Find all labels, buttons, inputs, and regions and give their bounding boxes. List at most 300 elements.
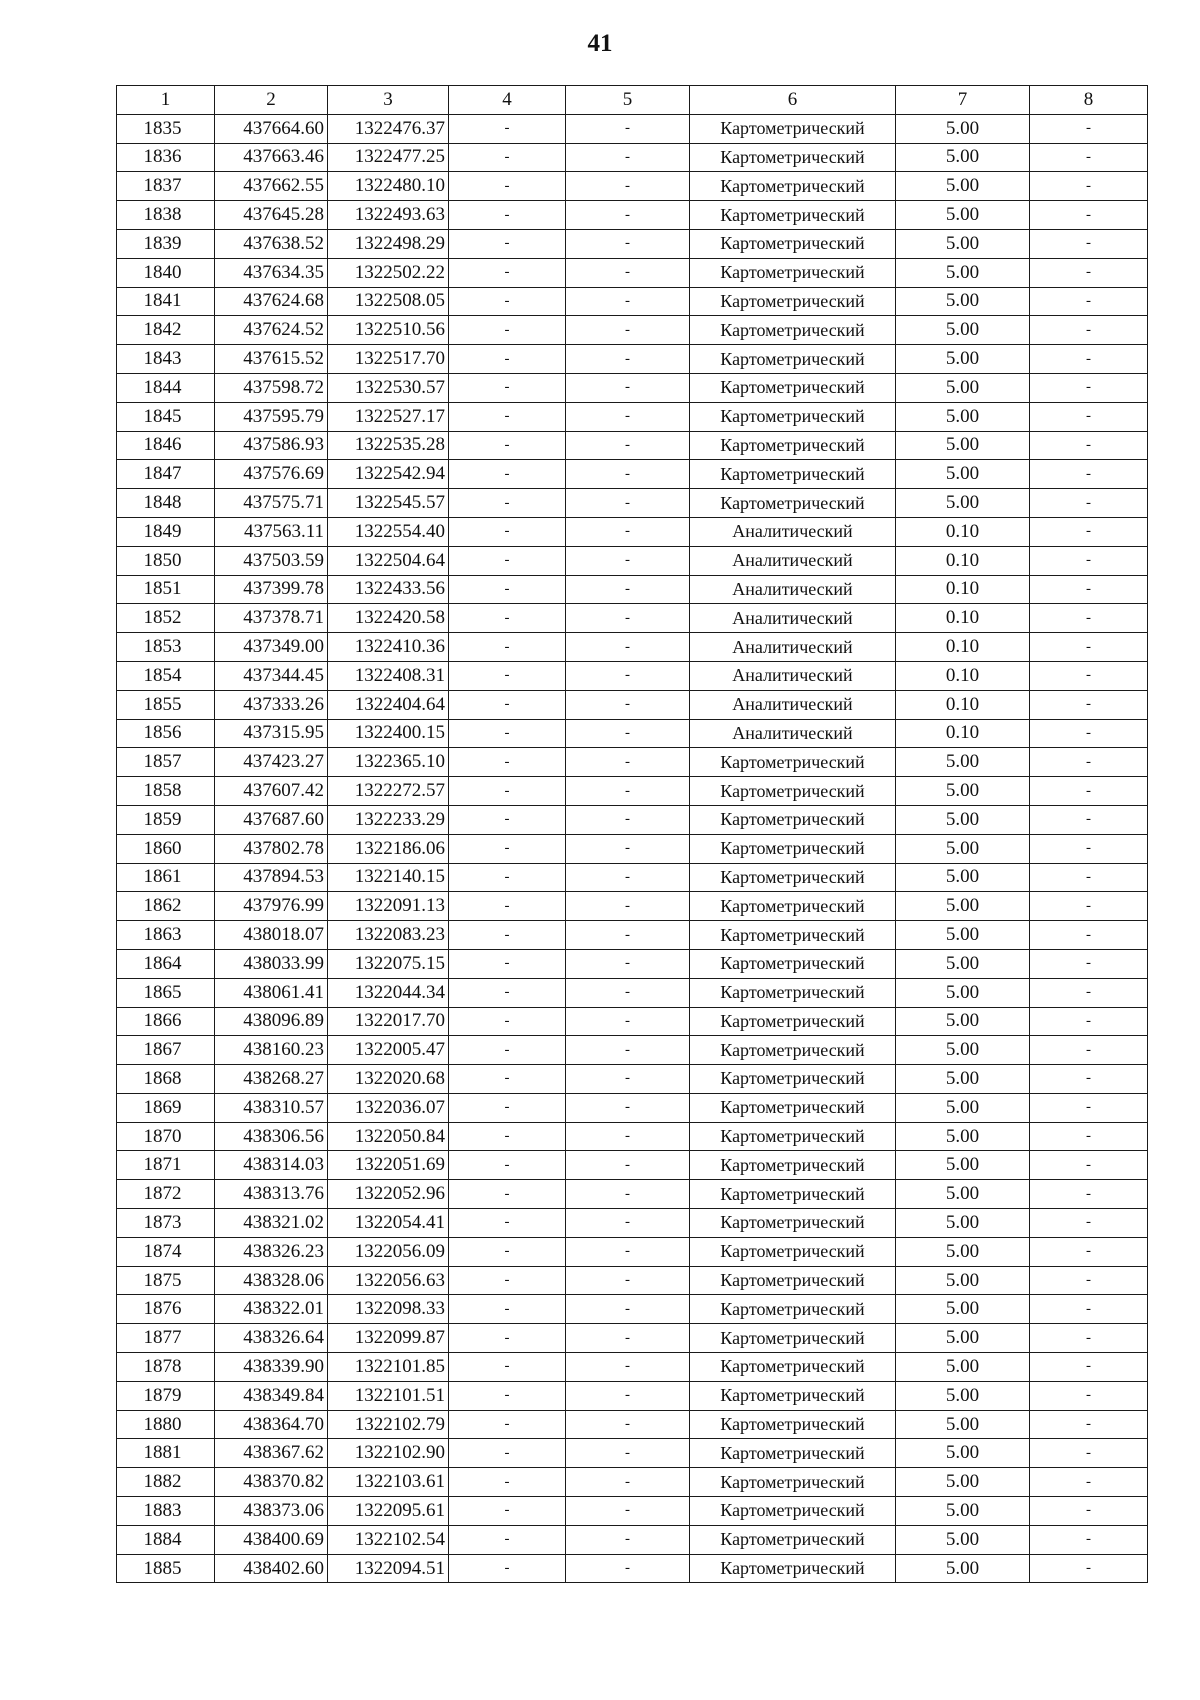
col8-cell: - bbox=[1030, 1266, 1148, 1295]
table-row bbox=[117, 1237, 1148, 1266]
y-coordinate-cell: 1322508.05 bbox=[328, 287, 449, 316]
table-row bbox=[117, 1180, 1148, 1209]
x-coordinate-cell: 437595.79 bbox=[215, 402, 328, 431]
x-coordinate-cell: 438321.02 bbox=[215, 1209, 328, 1238]
col8-cell: - bbox=[1030, 1151, 1148, 1180]
y-coordinate-cell: 1322103.61 bbox=[328, 1468, 449, 1497]
col4-cell: - bbox=[449, 690, 566, 719]
point-number-cell: 1884 bbox=[117, 1525, 215, 1554]
y-coordinate-cell: 1322504.64 bbox=[328, 546, 449, 575]
accuracy-cell: 5.00 bbox=[896, 287, 1030, 316]
col4-cell: - bbox=[449, 316, 566, 345]
y-coordinate-cell: 1322095.61 bbox=[328, 1497, 449, 1526]
col8-cell: - bbox=[1030, 1410, 1148, 1439]
col5-cell: - bbox=[566, 1151, 690, 1180]
method-cell: Картометрический bbox=[690, 258, 896, 287]
col5-cell: - bbox=[566, 258, 690, 287]
accuracy-cell: 5.00 bbox=[896, 316, 1030, 345]
y-coordinate-cell: 1322477.25 bbox=[328, 143, 449, 172]
x-coordinate-cell: 437624.52 bbox=[215, 316, 328, 345]
col8-cell: - bbox=[1030, 402, 1148, 431]
y-coordinate-cell: 1322054.41 bbox=[328, 1209, 449, 1238]
method-cell: Картометрический bbox=[690, 172, 896, 201]
column-header: 2 bbox=[215, 86, 328, 115]
y-coordinate-cell: 1322400.15 bbox=[328, 719, 449, 748]
col8-cell: - bbox=[1030, 172, 1148, 201]
accuracy-cell: 5.00 bbox=[896, 1381, 1030, 1410]
col4-cell: - bbox=[449, 546, 566, 575]
col8-cell: - bbox=[1030, 1381, 1148, 1410]
method-cell: Картометрический bbox=[690, 201, 896, 230]
col5-cell: - bbox=[566, 690, 690, 719]
y-coordinate-cell: 1322050.84 bbox=[328, 1122, 449, 1151]
y-coordinate-cell: 1322075.15 bbox=[328, 949, 449, 978]
x-coordinate-cell: 438310.57 bbox=[215, 1093, 328, 1122]
x-coordinate-cell: 437399.78 bbox=[215, 575, 328, 604]
y-coordinate-cell: 1322530.57 bbox=[328, 373, 449, 402]
table-header-row bbox=[117, 86, 1148, 115]
point-number-cell: 1876 bbox=[117, 1295, 215, 1324]
col5-cell: - bbox=[566, 1525, 690, 1554]
table-row bbox=[117, 1554, 1148, 1583]
table-row bbox=[117, 1122, 1148, 1151]
y-coordinate-cell: 1322233.29 bbox=[328, 805, 449, 834]
col4-cell: - bbox=[449, 633, 566, 662]
table-row bbox=[117, 1007, 1148, 1036]
accuracy-cell: 0.10 bbox=[896, 575, 1030, 604]
point-number-cell: 1875 bbox=[117, 1266, 215, 1295]
col4-cell: - bbox=[449, 575, 566, 604]
col4-cell: - bbox=[449, 489, 566, 518]
column-header: 4 bbox=[449, 86, 566, 115]
col8-cell: - bbox=[1030, 316, 1148, 345]
col5-cell: - bbox=[566, 1353, 690, 1382]
col4-cell: - bbox=[449, 229, 566, 258]
y-coordinate-cell: 1322052.96 bbox=[328, 1180, 449, 1209]
accuracy-cell: 5.00 bbox=[896, 834, 1030, 863]
accuracy-cell: 5.00 bbox=[896, 777, 1030, 806]
point-number-cell: 1839 bbox=[117, 229, 215, 258]
method-cell: Картометрический bbox=[690, 345, 896, 374]
method-cell: Картометрический bbox=[690, 1525, 896, 1554]
table-row bbox=[117, 1353, 1148, 1382]
method-cell: Картометрический bbox=[690, 1497, 896, 1526]
col4-cell: - bbox=[449, 834, 566, 863]
method-cell: Картометрический bbox=[690, 1180, 896, 1209]
x-coordinate-cell: 437664.60 bbox=[215, 114, 328, 143]
y-coordinate-cell: 1322186.06 bbox=[328, 834, 449, 863]
method-cell: Картометрический bbox=[690, 143, 896, 172]
point-number-cell: 1869 bbox=[117, 1093, 215, 1122]
col8-cell: - bbox=[1030, 834, 1148, 863]
col5-cell: - bbox=[566, 172, 690, 201]
y-coordinate-cell: 1322099.87 bbox=[328, 1324, 449, 1353]
point-number-cell: 1882 bbox=[117, 1468, 215, 1497]
table-row bbox=[117, 748, 1148, 777]
method-cell: Аналитический bbox=[690, 661, 896, 690]
table-row bbox=[117, 949, 1148, 978]
col5-cell: - bbox=[566, 949, 690, 978]
col4-cell: - bbox=[449, 1468, 566, 1497]
col4-cell: - bbox=[449, 921, 566, 950]
col8-cell: - bbox=[1030, 604, 1148, 633]
method-cell: Картометрический bbox=[690, 805, 896, 834]
method-cell: Картометрический bbox=[690, 892, 896, 921]
page-number: 41 bbox=[587, 30, 613, 57]
accuracy-cell: 5.00 bbox=[896, 229, 1030, 258]
y-coordinate-cell: 1322101.51 bbox=[328, 1381, 449, 1410]
accuracy-cell: 5.00 bbox=[896, 258, 1030, 287]
y-coordinate-cell: 1322493.63 bbox=[328, 201, 449, 230]
table-row bbox=[117, 1093, 1148, 1122]
col8-cell: - bbox=[1030, 805, 1148, 834]
x-coordinate-cell: 438370.82 bbox=[215, 1468, 328, 1497]
table-row bbox=[117, 546, 1148, 575]
method-cell: Картометрический bbox=[690, 1122, 896, 1151]
table-body bbox=[117, 114, 1148, 1583]
col8-cell: - bbox=[1030, 201, 1148, 230]
col8-cell: - bbox=[1030, 1093, 1148, 1122]
accuracy-cell: 0.10 bbox=[896, 546, 1030, 575]
col8-cell: - bbox=[1030, 460, 1148, 489]
col5-cell: - bbox=[566, 1065, 690, 1094]
x-coordinate-cell: 437563.11 bbox=[215, 517, 328, 546]
col5-cell: - bbox=[566, 834, 690, 863]
y-coordinate-cell: 1322272.57 bbox=[328, 777, 449, 806]
col5-cell: - bbox=[566, 748, 690, 777]
col5-cell: - bbox=[566, 978, 690, 1007]
col4-cell: - bbox=[449, 1007, 566, 1036]
method-cell: Картометрический bbox=[690, 748, 896, 777]
col4-cell: - bbox=[449, 1093, 566, 1122]
accuracy-cell: 5.00 bbox=[896, 1007, 1030, 1036]
accuracy-cell: 5.00 bbox=[896, 402, 1030, 431]
col8-cell: - bbox=[1030, 143, 1148, 172]
table-row bbox=[117, 114, 1148, 143]
col8-cell: - bbox=[1030, 373, 1148, 402]
table-row bbox=[117, 1381, 1148, 1410]
method-cell: Картометрический bbox=[690, 402, 896, 431]
method-cell: Картометрический bbox=[690, 489, 896, 518]
accuracy-cell: 5.00 bbox=[896, 748, 1030, 777]
x-coordinate-cell: 438314.03 bbox=[215, 1151, 328, 1180]
col4-cell: - bbox=[449, 431, 566, 460]
accuracy-cell: 5.00 bbox=[896, 1410, 1030, 1439]
point-number-cell: 1855 bbox=[117, 690, 215, 719]
method-cell: Картометрический bbox=[690, 863, 896, 892]
method-cell: Картометрический bbox=[690, 1353, 896, 1382]
accuracy-cell: 5.00 bbox=[896, 373, 1030, 402]
point-number-cell: 1867 bbox=[117, 1036, 215, 1065]
method-cell: Картометрический bbox=[690, 777, 896, 806]
method-cell: Картометрический bbox=[690, 431, 896, 460]
col8-cell: - bbox=[1030, 921, 1148, 950]
col8-cell: - bbox=[1030, 1525, 1148, 1554]
col5-cell: - bbox=[566, 1410, 690, 1439]
point-number-cell: 1847 bbox=[117, 460, 215, 489]
col5-cell: - bbox=[566, 1180, 690, 1209]
col4-cell: - bbox=[449, 892, 566, 921]
accuracy-cell: 5.00 bbox=[896, 1266, 1030, 1295]
col4-cell: - bbox=[449, 1295, 566, 1324]
table-row bbox=[117, 978, 1148, 1007]
point-number-cell: 1853 bbox=[117, 633, 215, 662]
method-cell: Картометрический bbox=[690, 1209, 896, 1238]
x-coordinate-cell: 438400.69 bbox=[215, 1525, 328, 1554]
col5-cell: - bbox=[566, 431, 690, 460]
method-cell: Аналитический bbox=[690, 690, 896, 719]
col8-cell: - bbox=[1030, 1237, 1148, 1266]
table-row bbox=[117, 1065, 1148, 1094]
col5-cell: - bbox=[566, 1093, 690, 1122]
col4-cell: - bbox=[449, 258, 566, 287]
x-coordinate-cell: 438402.60 bbox=[215, 1554, 328, 1583]
point-number-cell: 1858 bbox=[117, 777, 215, 806]
col4-cell: - bbox=[449, 287, 566, 316]
col4-cell: - bbox=[449, 1266, 566, 1295]
point-number-cell: 1835 bbox=[117, 114, 215, 143]
y-coordinate-cell: 1322102.79 bbox=[328, 1410, 449, 1439]
x-coordinate-cell: 438268.27 bbox=[215, 1065, 328, 1094]
table-row bbox=[117, 892, 1148, 921]
col5-cell: - bbox=[566, 604, 690, 633]
table-row bbox=[117, 661, 1148, 690]
point-number-cell: 1843 bbox=[117, 345, 215, 374]
point-number-cell: 1850 bbox=[117, 546, 215, 575]
col8-cell: - bbox=[1030, 258, 1148, 287]
method-cell: Картометрический bbox=[690, 229, 896, 258]
point-number-cell: 1880 bbox=[117, 1410, 215, 1439]
col5-cell: - bbox=[566, 1209, 690, 1238]
method-cell: Картометрический bbox=[690, 949, 896, 978]
col5-cell: - bbox=[566, 546, 690, 575]
point-number-cell: 1856 bbox=[117, 719, 215, 748]
y-coordinate-cell: 1322036.07 bbox=[328, 1093, 449, 1122]
point-number-cell: 1846 bbox=[117, 431, 215, 460]
col8-cell: - bbox=[1030, 777, 1148, 806]
x-coordinate-cell: 437503.59 bbox=[215, 546, 328, 575]
point-number-cell: 1842 bbox=[117, 316, 215, 345]
accuracy-cell: 5.00 bbox=[896, 1525, 1030, 1554]
y-coordinate-cell: 1322140.15 bbox=[328, 863, 449, 892]
point-number-cell: 1860 bbox=[117, 834, 215, 863]
col5-cell: - bbox=[566, 229, 690, 258]
y-coordinate-cell: 1322094.51 bbox=[328, 1554, 449, 1583]
y-coordinate-cell: 1322056.09 bbox=[328, 1237, 449, 1266]
col8-cell: - bbox=[1030, 1007, 1148, 1036]
y-coordinate-cell: 1322101.85 bbox=[328, 1353, 449, 1382]
col4-cell: - bbox=[449, 172, 566, 201]
point-number-cell: 1878 bbox=[117, 1353, 215, 1382]
col4-cell: - bbox=[449, 1525, 566, 1554]
col8-cell: - bbox=[1030, 661, 1148, 690]
accuracy-cell: 5.00 bbox=[896, 863, 1030, 892]
point-number-cell: 1848 bbox=[117, 489, 215, 518]
x-coordinate-cell: 437976.99 bbox=[215, 892, 328, 921]
col4-cell: - bbox=[449, 1497, 566, 1526]
table-row bbox=[117, 172, 1148, 201]
y-coordinate-cell: 1322542.94 bbox=[328, 460, 449, 489]
col8-cell: - bbox=[1030, 114, 1148, 143]
table-row bbox=[117, 229, 1148, 258]
col8-cell: - bbox=[1030, 575, 1148, 604]
table-row bbox=[117, 719, 1148, 748]
accuracy-cell: 5.00 bbox=[896, 201, 1030, 230]
col5-cell: - bbox=[566, 633, 690, 662]
col5-cell: - bbox=[566, 863, 690, 892]
table-row bbox=[117, 143, 1148, 172]
col8-cell: - bbox=[1030, 719, 1148, 748]
col8-cell: - bbox=[1030, 345, 1148, 374]
col5-cell: - bbox=[566, 114, 690, 143]
accuracy-cell: 5.00 bbox=[896, 489, 1030, 518]
x-coordinate-cell: 437575.71 bbox=[215, 489, 328, 518]
accuracy-cell: 5.00 bbox=[896, 114, 1030, 143]
method-cell: Аналитический bbox=[690, 546, 896, 575]
col8-cell: - bbox=[1030, 1439, 1148, 1468]
accuracy-cell: 5.00 bbox=[896, 978, 1030, 1007]
x-coordinate-cell: 437607.42 bbox=[215, 777, 328, 806]
x-coordinate-cell: 437802.78 bbox=[215, 834, 328, 863]
point-number-cell: 1837 bbox=[117, 172, 215, 201]
accuracy-cell: 5.00 bbox=[896, 1497, 1030, 1526]
point-number-cell: 1841 bbox=[117, 287, 215, 316]
accuracy-cell: 5.00 bbox=[896, 921, 1030, 950]
col4-cell: - bbox=[449, 1381, 566, 1410]
method-cell: Картометрический bbox=[690, 1468, 896, 1497]
y-coordinate-cell: 1322420.58 bbox=[328, 604, 449, 633]
accuracy-cell: 5.00 bbox=[896, 1324, 1030, 1353]
y-coordinate-cell: 1322091.13 bbox=[328, 892, 449, 921]
y-coordinate-cell: 1322408.31 bbox=[328, 661, 449, 690]
col5-cell: - bbox=[566, 805, 690, 834]
col8-cell: - bbox=[1030, 1497, 1148, 1526]
col8-cell: - bbox=[1030, 748, 1148, 777]
point-number-cell: 1845 bbox=[117, 402, 215, 431]
accuracy-cell: 5.00 bbox=[896, 1439, 1030, 1468]
method-cell: Аналитический bbox=[690, 604, 896, 633]
y-coordinate-cell: 1322365.10 bbox=[328, 748, 449, 777]
col8-cell: - bbox=[1030, 949, 1148, 978]
accuracy-cell: 5.00 bbox=[896, 1554, 1030, 1583]
table-row bbox=[117, 1525, 1148, 1554]
col5-cell: - bbox=[566, 1237, 690, 1266]
method-cell: Картометрический bbox=[690, 978, 896, 1007]
method-cell: Картометрический bbox=[690, 1554, 896, 1583]
col5-cell: - bbox=[566, 921, 690, 950]
col5-cell: - bbox=[566, 661, 690, 690]
col5-cell: - bbox=[566, 777, 690, 806]
table-row bbox=[117, 517, 1148, 546]
method-cell: Картометрический bbox=[690, 834, 896, 863]
col4-cell: - bbox=[449, 1036, 566, 1065]
point-number-cell: 1836 bbox=[117, 143, 215, 172]
col4-cell: - bbox=[449, 1439, 566, 1468]
table-row bbox=[117, 1439, 1148, 1468]
col5-cell: - bbox=[566, 575, 690, 604]
col5-cell: - bbox=[566, 1036, 690, 1065]
table-row bbox=[117, 1209, 1148, 1238]
col4-cell: - bbox=[449, 1180, 566, 1209]
col8-cell: - bbox=[1030, 229, 1148, 258]
point-number-cell: 1868 bbox=[117, 1065, 215, 1094]
x-coordinate-cell: 437615.52 bbox=[215, 345, 328, 374]
y-coordinate-cell: 1322480.10 bbox=[328, 172, 449, 201]
accuracy-cell: 5.00 bbox=[896, 1036, 1030, 1065]
point-number-cell: 1870 bbox=[117, 1122, 215, 1151]
x-coordinate-cell: 437634.35 bbox=[215, 258, 328, 287]
point-number-cell: 1872 bbox=[117, 1180, 215, 1209]
table-row bbox=[117, 201, 1148, 230]
col5-cell: - bbox=[566, 402, 690, 431]
method-cell: Картометрический bbox=[690, 1410, 896, 1439]
col5-cell: - bbox=[566, 316, 690, 345]
col4-cell: - bbox=[449, 517, 566, 546]
x-coordinate-cell: 438367.62 bbox=[215, 1439, 328, 1468]
x-coordinate-cell: 438322.01 bbox=[215, 1295, 328, 1324]
col4-cell: - bbox=[449, 805, 566, 834]
y-coordinate-cell: 1322017.70 bbox=[328, 1007, 449, 1036]
accuracy-cell: 5.00 bbox=[896, 345, 1030, 374]
accuracy-cell: 5.00 bbox=[896, 892, 1030, 921]
y-coordinate-cell: 1322051.69 bbox=[328, 1151, 449, 1180]
y-coordinate-cell: 1322083.23 bbox=[328, 921, 449, 950]
col5-cell: - bbox=[566, 892, 690, 921]
point-number-cell: 1859 bbox=[117, 805, 215, 834]
col5-cell: - bbox=[566, 1554, 690, 1583]
method-cell: Картометрический bbox=[690, 1439, 896, 1468]
table-row bbox=[117, 690, 1148, 719]
x-coordinate-cell: 437662.55 bbox=[215, 172, 328, 201]
col4-cell: - bbox=[449, 748, 566, 777]
col5-cell: - bbox=[566, 373, 690, 402]
col4-cell: - bbox=[449, 460, 566, 489]
y-coordinate-cell: 1322098.33 bbox=[328, 1295, 449, 1324]
col8-cell: - bbox=[1030, 1468, 1148, 1497]
col5-cell: - bbox=[566, 1497, 690, 1526]
table-row bbox=[117, 633, 1148, 662]
point-number-cell: 1851 bbox=[117, 575, 215, 604]
method-cell: Картометрический bbox=[690, 1237, 896, 1266]
accuracy-cell: 5.00 bbox=[896, 1180, 1030, 1209]
x-coordinate-cell: 437315.95 bbox=[215, 719, 328, 748]
x-coordinate-cell: 438328.06 bbox=[215, 1266, 328, 1295]
x-coordinate-cell: 438349.84 bbox=[215, 1381, 328, 1410]
x-coordinate-cell: 438018.07 bbox=[215, 921, 328, 950]
method-cell: Аналитический bbox=[690, 633, 896, 662]
table-row bbox=[117, 604, 1148, 633]
table-row bbox=[117, 777, 1148, 806]
table-row bbox=[117, 575, 1148, 604]
point-number-cell: 1863 bbox=[117, 921, 215, 950]
col5-cell: - bbox=[566, 143, 690, 172]
table-row bbox=[117, 863, 1148, 892]
point-number-cell: 1871 bbox=[117, 1151, 215, 1180]
col5-cell: - bbox=[566, 201, 690, 230]
point-number-cell: 1864 bbox=[117, 949, 215, 978]
x-coordinate-cell: 437333.26 bbox=[215, 690, 328, 719]
table-row bbox=[117, 431, 1148, 460]
col4-cell: - bbox=[449, 1122, 566, 1151]
method-cell: Картометрический bbox=[690, 1065, 896, 1094]
x-coordinate-cell: 438313.76 bbox=[215, 1180, 328, 1209]
y-coordinate-cell: 1322102.54 bbox=[328, 1525, 449, 1554]
point-number-cell: 1879 bbox=[117, 1381, 215, 1410]
y-coordinate-cell: 1322044.34 bbox=[328, 978, 449, 1007]
point-number-cell: 1844 bbox=[117, 373, 215, 402]
table-row bbox=[117, 373, 1148, 402]
y-coordinate-cell: 1322554.40 bbox=[328, 517, 449, 546]
